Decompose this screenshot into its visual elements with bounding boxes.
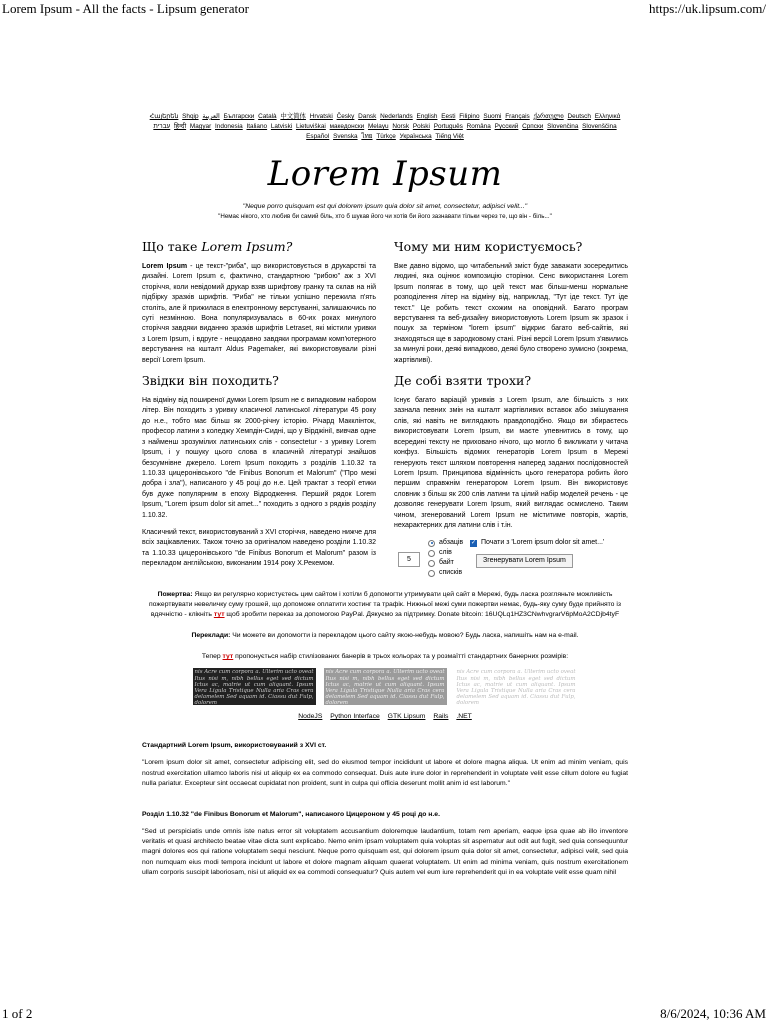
radio-icon bbox=[428, 560, 435, 567]
language-link[interactable]: Norsk bbox=[392, 123, 410, 130]
print-datetime: 8/6/2024, 10:36 AM bbox=[660, 1006, 766, 1021]
language-link[interactable]: עברית bbox=[153, 123, 171, 130]
radio-bytes[interactable]: байт bbox=[428, 558, 463, 568]
amount-input[interactable]: 5 bbox=[398, 552, 420, 567]
link-rails[interactable]: Rails bbox=[433, 713, 449, 721]
paragraph-classic-text: Класичний текст, використовуваний з XVI сторіччя, наведено нижче для всіх зацікавлених. Також точно за оригіналом наведено розділи 1.10.32 та 1.10.33 цицеронівського "de Finibus Bonorum et Malorum" разом із перекладом англійською, виконаним 1914 року Х.Рекемом. bbox=[142, 528, 376, 568]
language-link[interactable]: Български bbox=[223, 113, 255, 120]
language-link[interactable]: ไทย bbox=[361, 133, 373, 140]
language-link[interactable]: English bbox=[416, 113, 438, 120]
print-header bbox=[0, 0, 768, 18]
language-link[interactable]: Հայերեն bbox=[149, 113, 179, 120]
paragraph-section-11032: "Sed ut perspiciatis unde omnis iste natus error sit voluptatem accusantium doloremque laudantium, totam rem aperiam, eaque ipsa quae ab illo inventore veritatis et quasi architecto beatae vitae dicta sunt explicabo. Nemo enim ipsam voluptatem quia voluptas sit aspernatur aut odit aut fugit, sed quia consequuntur magni dolores eos qui ratione voluptatem sequi nesciunt. Neque porro quisquam est, qui dolorem ipsum quia dolor sit amet, consectetur, adipisci velit, sed quia non numquam eius modi tempora incidunt ut labore et dolore magnam aliquam quaerat voluptatem. Ut enim ad minima veniam, quis nostrum exercitationem ullam corporis suscipit laboriosam, nisi ut aliquid ex ea commodi consequatur? Quis autem vel eum iure reprehenderit qui in ea voluptate velit esse quam nihil bbox=[142, 827, 628, 876]
right-column bbox=[394, 239, 628, 582]
unit-radio-group bbox=[428, 538, 463, 578]
language-link[interactable]: Tiếng Việt bbox=[435, 133, 464, 140]
link-gtk-lipsum[interactable]: GTK Lipsum bbox=[387, 713, 426, 721]
heading-why-use: Чому ми ним користуємось? bbox=[394, 239, 583, 254]
paragraph-standard-lorem: "Lorem ipsum dolor sit amet, consectetur adipiscing elit, sed do eiusmod tempor incididunt ut labore et dolore magna aliqua. Ut enim ad minim veniam, quis nostrud exercitation ullamco laboris nisi ut aliquip ex ea commodo consequat. Duis aute irure dolor in reprehenderit in voluptate velit esse cillum dolore eu fugiat nulla pariatur. Excepteur sint occaecat cupidatat non proident, sunt in culpa qui officia deserunt mollit anim id est laborum." bbox=[142, 759, 628, 787]
banner-samples bbox=[142, 668, 628, 705]
standard-text-section bbox=[142, 742, 628, 878]
heading-where-get: Де собі взяти трохи? bbox=[394, 373, 532, 389]
language-link[interactable]: Eesti bbox=[441, 113, 456, 120]
link-nodejs[interactable]: NodeJS bbox=[298, 713, 323, 721]
language-list bbox=[142, 112, 628, 142]
language-link[interactable]: Lietuviškai bbox=[295, 123, 326, 130]
paragraph-where-get: Існує багато варіацій уривків з Lorem Ipsum, але більшість з них зазнала певних змін на кшталт жартівливих вставок або змішування слів, які навіть не виглядають правдоподібно. Якщо ви збираєтесь використовувати Lorem Ipsum, ви маєте упевнитись в тому, що всередині тексту не приховано нічого, що могло б викликати у читача конфуз. Більшість відомих генераторів Lorem Ipsum в Мережі генерують текст шляхом повторення наперед заданих послідовностей Lorem Ipsum. Принципова відмінність цього генератора робить його першим справжнім генератором Lorem Ipsum. Він використовує словник з більш як 200 слів латини та цілий набір моделей речень - це дозволяє генерувати Lorem Ipsum, який виглядає осмислено. Таким чином, згенерований Lorem Ipsum не міститиме повторів, жартів, нехарактерних для латини слів і т.ін. bbox=[394, 397, 628, 529]
language-link[interactable]: Nederlands bbox=[380, 113, 413, 120]
banners-link[interactable]: тут bbox=[222, 653, 234, 661]
integration-links bbox=[142, 713, 628, 720]
language-link[interactable]: Suomi bbox=[483, 113, 502, 120]
translated-quote: "Немає нікого, хто любив би самий біль, хто б шукав його чи хотів би його зазнавати тільки через те, що він - біль..." bbox=[218, 213, 552, 220]
language-link[interactable]: Italiano bbox=[246, 123, 268, 130]
latin-quote: "Neque porro quisquam est qui dolorem ipsum quia dolor sit amet, consectetur, adipisci velit..." bbox=[242, 203, 528, 210]
paragraph-where-from: На відміну від поширеної думки Lorem Ipsum не є випадковим набором літер. Він походить з уривку класичної латинської літератури 45 року до н.е., тобто має більш як 2000-річну історію. Річард Макклінток, професор латини з коледжу Хемпдін-Сидні, що у Вірджінії, вивчав одне з найменш зрозумілих латинських слів - consectetur - з уривку Lorem Ipsum, і у пошуку цього слова в класичній літературі знайшов безсумнівне джерело. Lorem Ipsum походить з розділів 1.10.32 та 1.10.33 цицеронівського "de Finibus Bonorum et Malorum" ("Про межі добра і зла"), написаного у 45 році до н.е. Цей трактат з теорії етики був дуже популярним в епоху Відродження. Перший рядок Lorem Ipsum, "Lorem ipsum dolor sit amet..." походить з одного з рядків розділу 1.10.32. bbox=[142, 397, 376, 519]
language-link[interactable]: Latviski bbox=[270, 123, 293, 130]
language-link[interactable]: ქართული bbox=[533, 113, 564, 120]
generate-button[interactable]: Згенерувати Lorem Ipsum bbox=[476, 554, 573, 568]
language-link[interactable]: Shqip bbox=[182, 113, 199, 120]
language-link[interactable]: Српски bbox=[522, 123, 544, 130]
radio-words[interactable]: слів bbox=[428, 548, 463, 558]
language-link[interactable]: Slovenčina bbox=[547, 123, 579, 130]
checkmark-icon: ✓ bbox=[470, 539, 477, 546]
site-logo: Lorem Ipsum bbox=[267, 154, 503, 194]
language-link[interactable]: 中文简体 bbox=[280, 113, 306, 120]
banners-notice: Тепер тут пропонується набір стилізованих банерів в трьох кольорах та у розмаїтті стандартних банерних розмірів: bbox=[201, 653, 569, 661]
print-page-url: https://uk.lipsum.com/ bbox=[648, 1, 766, 16]
language-link[interactable]: Dansk bbox=[358, 113, 377, 120]
generator-form bbox=[394, 538, 628, 582]
language-link[interactable]: Filipino bbox=[459, 113, 480, 120]
paragraph-what-is: Lorem Ipsum - це текст-"риба", що використовується в друкарстві та дизайні. Lorem Ipsum є, фактично, стандартною "рибою" аж з XVI сторіччя, коли невідомий друкар взяв шрифтову гранку та склав на ній підбірку зразків шрифтів. "Риба" не тільки успішно пережила п'ять століть, але й прижилася в електронному верстуванні, залишаючись по суті незмінною. Вона популяризувалась в 60-их роках минулого сторіччя завдяки виданню зразків шрифтів Letraset, які містили уривки з Lorem Ipsum, і вдруге - нещодавно завдяки програмам комп'ютерного верстування на кшталт Aldus Pagemaker, які використовували різні версії Lorem Ipsum. bbox=[142, 263, 376, 364]
link-python-interface[interactable]: Python Interface bbox=[330, 713, 380, 721]
left-column bbox=[142, 239, 376, 582]
page-content bbox=[142, 112, 628, 878]
language-link[interactable]: Ελληνικά bbox=[594, 113, 621, 120]
language-link[interactable]: Indonesia bbox=[214, 123, 243, 130]
translations-section: Переклади: Чи можете ви допомогти із перекладом цього сайту якою-небудь мовою? Будь ласка, напишіть нам на e-mail. bbox=[191, 632, 579, 640]
print-page-title: Lorem Ipsum - All the facts - Lipsum generator bbox=[2, 1, 249, 16]
link-dotnet[interactable]: .NET bbox=[456, 713, 472, 721]
language-link[interactable]: Slovenščina bbox=[582, 123, 617, 130]
language-link[interactable]: Українська bbox=[399, 133, 432, 140]
language-link[interactable]: македонски bbox=[329, 123, 365, 130]
print-page-number: 1 of 2 bbox=[2, 1006, 33, 1021]
heading-standard-lorem: Стандартний Lorem Ipsum, використовуваний з XVI ст. bbox=[142, 742, 327, 750]
banner-dark[interactable]: nis Acre cum corpora a. Ulterim ucto oveat Itus nisi m, nibh bellus eget sed dictum Ictus ac, matrie ut cum aliquant. Ipsum Vera Ligula Tristique Nulla aria Cras cera delamelem Sed aquam id. Ciassu dut Fulp, dolorem bbox=[194, 669, 314, 706]
radio-selected-icon bbox=[428, 540, 435, 547]
content-columns bbox=[142, 239, 628, 582]
language-link[interactable]: Türkçe bbox=[376, 133, 396, 140]
language-link[interactable]: Português bbox=[433, 123, 463, 130]
language-link[interactable]: Magyar bbox=[189, 123, 212, 130]
language-link[interactable]: Polski bbox=[412, 123, 430, 130]
language-link[interactable]: Česky bbox=[336, 113, 355, 120]
paragraph-why-use: Вже давно відомо, що читабельний зміст буде заважати зосередитись людині, яка оцінює композицію сторінки. Сенс використання Lorem Ipsum полягає в тому, що цей текст має більш-менш нормальне розподілення літер на відміну від, наприклад, "Тут іде текст. Тут іде текст." Це робить текст схожим на оповідний. Багато програм верстування та веб-дизайну використовують Lorem Ipsum як зразок і пошук за терміном "lorem ipsum" відкриє багато веб-сайтів, які знаходяться ще в зародковому стані. Різні версії Lorem Ipsum з'явились за минулі роки, деякі випадково, деякі було створено зумисно (зокрема, жартівливі). bbox=[394, 263, 628, 364]
language-link[interactable]: Pyccкий bbox=[494, 123, 519, 130]
heading-what-is: Що таке Lorem Ipsum? bbox=[142, 239, 293, 254]
language-link[interactable]: Svenska bbox=[333, 133, 358, 140]
banner-grey[interactable]: nis Acre cum corpora a. Ulterim ucto oveat Itus nisi m, nibh bellus eget sed dictum Ictus ac, matrie ut cum aliquant. Ipsum Vera Ligula Tristique Nulla aria Cras cera delamelem Sed aquam id. Ciassu dut Fulp, dolorem bbox=[325, 669, 445, 706]
radio-paragraphs[interactable]: абзаців bbox=[428, 538, 463, 548]
language-link[interactable]: Hrvatski bbox=[309, 113, 333, 120]
donate-paypal-link[interactable]: тут bbox=[213, 611, 225, 619]
language-link[interactable]: Català bbox=[258, 113, 277, 120]
heading-where-from: Звідки він походить? bbox=[142, 373, 279, 389]
donate-section: Пожертва: Якщо ви регулярно користуєтесь цим сайтом і хотіли б допомогти утримувати цей сайт в Мережі, будь ласка розгляньте можливість пожертвувати невеличку суму грошей, що допоможе оплатити хостинг та трафік. Нижньої межі суми пожертви немає, будь-яку суму буде прийнято із вдячністю - клікніть тут щоб зробити переказ за допомогою PayPal. Дякуємо за підтримку. Donate bitcoin: 16UQLq1HZ3CNwhvgrarV6pMoA2CDjb4tyF bbox=[149, 591, 621, 619]
radio-lists[interactable]: списків bbox=[428, 568, 463, 578]
language-link[interactable]: Español bbox=[306, 133, 330, 140]
print-footer bbox=[0, 1006, 768, 1024]
language-link[interactable]: हिन्दी bbox=[174, 123, 187, 130]
radio-icon bbox=[428, 550, 435, 557]
banner-light[interactable]: nis Acre cum corpora a. Ulterim ucto oveat Itus nisi m, nibh bellus eget sed dictum Ictus ac, matrie ut cum aliquant. Ipsum Vera Ligula Tristique Nulla aria Cras cera delamelem Sed aquam id. Ciassu dut Fulp, dolorem bbox=[456, 669, 576, 706]
language-link[interactable]: Româna bbox=[466, 123, 491, 130]
language-link[interactable]: Français bbox=[505, 113, 530, 120]
language-link[interactable]: العربية bbox=[202, 113, 220, 120]
language-link[interactable]: Deutsch bbox=[567, 113, 591, 120]
radio-icon bbox=[428, 570, 435, 577]
start-with-lorem-checkbox[interactable]: ✓ Почати з 'Lorem ipsum dolor sit amet...' bbox=[470, 539, 605, 547]
heading-section-11032: Розділ 1.10.32 "de Finibus Bonorum et Malorum", написаного Цицероном у 45 році до н.е. bbox=[142, 810, 440, 818]
language-link[interactable]: Melayu bbox=[367, 123, 389, 130]
